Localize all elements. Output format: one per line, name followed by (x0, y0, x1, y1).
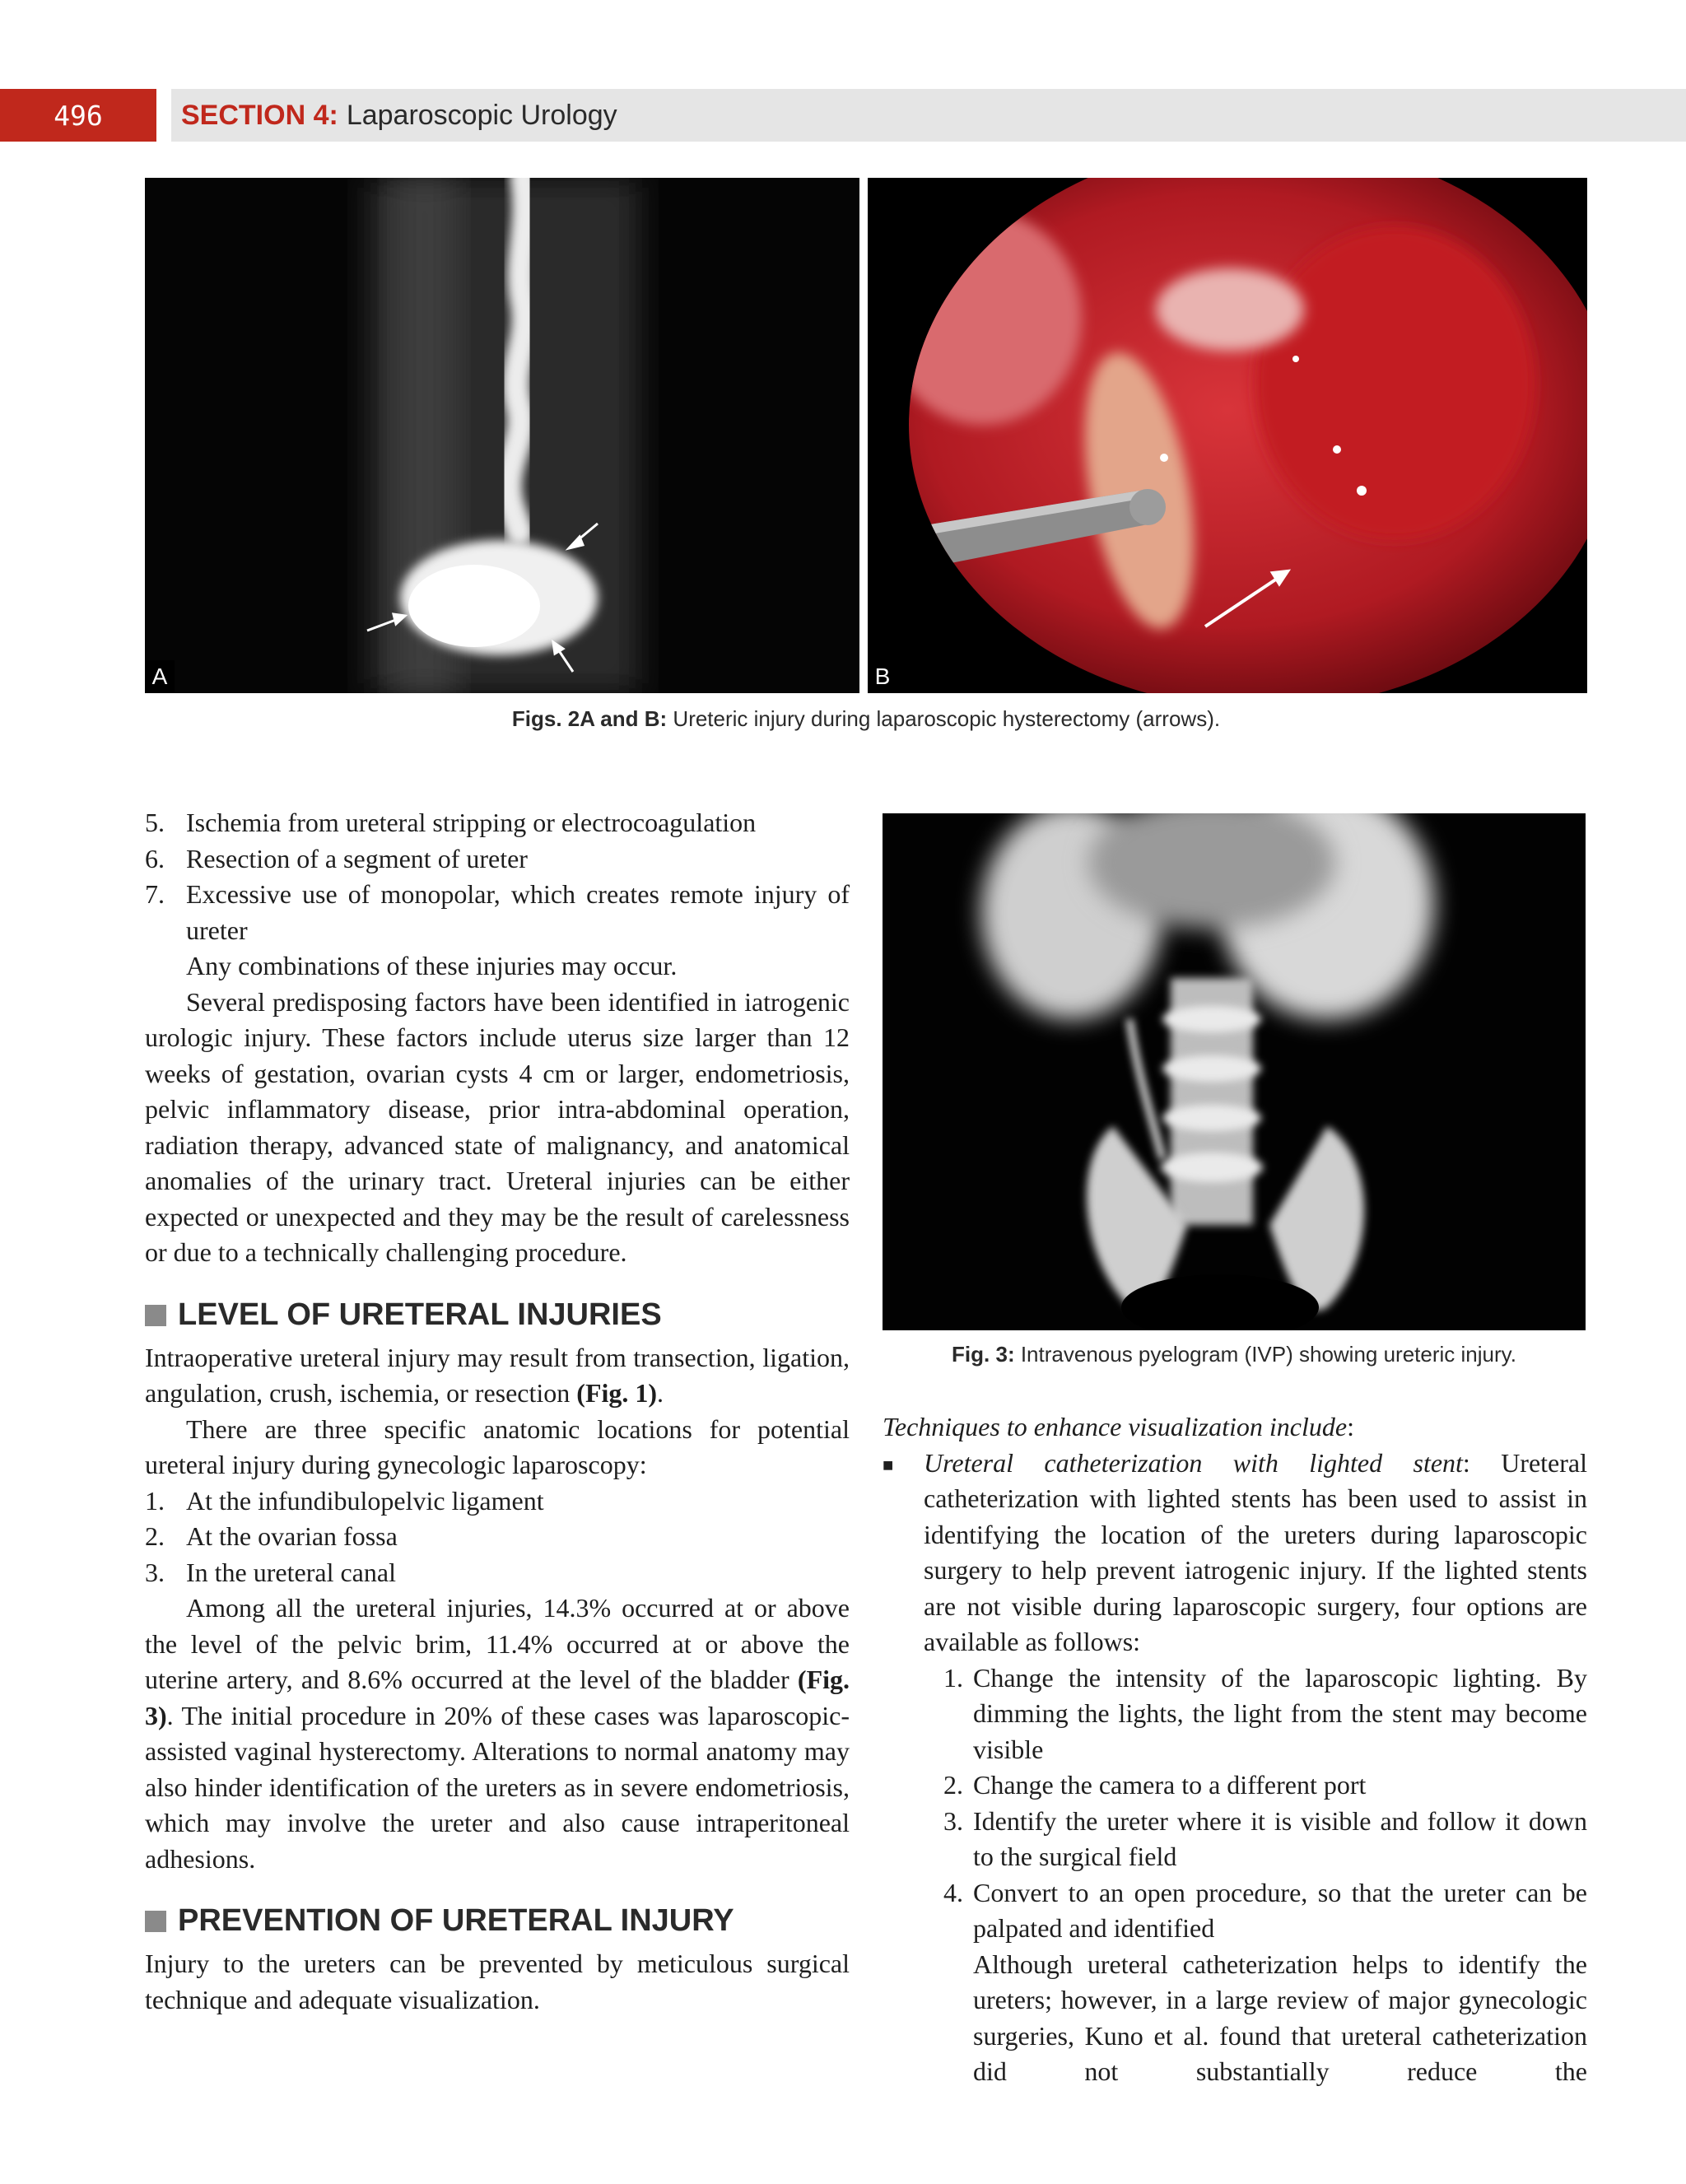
paragraph-text-end: . The initial procedure in 20% of these cases was laparoscopic-assisted vaginal hysterectomy. Alterations to normal anatomy may also hinder identification of the ureters as in severe endometriosis, which may involve the ureter and also cause intraperitoneal adhesions. (145, 1700, 850, 1874)
heading-prevention (145, 1897, 850, 1946)
list-item (145, 841, 850, 878)
paragraph-text: Among all the ureteral injuries, 14.3% occurred at or above the level of the pelvic brim, 11.4% occurred at or above the uterine artery, and 8.6% occurred at the level of the bladder (145, 1593, 850, 1694)
right-column (883, 1409, 1587, 2090)
list-text: Excessive use of monopolar, which creates remote injury of ureter (186, 879, 850, 945)
list-number: 6. (145, 843, 165, 873)
list-number: 1. (145, 1485, 165, 1516)
paragraph-three-locations: There are three specific anatomic locations for potential ureteral injury during gynecologic laparoscopy: (145, 1413, 850, 1479)
paragraph-predisposing: Several predisposing factors have been identified in iatrogenic urologic injury. These factors include uterus size larger than 12 weeks of gestation, ovarian cysts 4 cm or larger, endometriosis, pelvic inflammatory disease, prior intra-abdominal operation, radiation therapy, advanced state of malignancy, and anatomical anomalies of the urinary tract. Ureteral injuries can be either expected or unexpected and they may be the result of carelessness or due to a technically challenging procedure. (145, 986, 850, 1267)
figure-3-caption (883, 1342, 1586, 1367)
list-number: 1. (943, 1662, 963, 1693)
list-text: Convert to an open procedure, so that the ureter can be palpated and identified (973, 1877, 1587, 1943)
figure-reference: (Fig. 1) (576, 1378, 658, 1408)
list-text: Change the camera to a different port (973, 1770, 1367, 1800)
list-text: At the ovarian fossa (186, 1521, 398, 1551)
list-item (145, 1555, 850, 1591)
heading-square-icon (145, 1911, 166, 1932)
heading-text: PREVENTION OF URETERAL INJURY (178, 1903, 734, 1939)
heading-level-of-injuries (145, 1291, 850, 1340)
bullet-title: Ureteral catheterization with lighted stent (924, 1447, 1463, 1478)
figure-3-caption-label: Fig. 3: (952, 1342, 1015, 1367)
techniques-label: Techniques to enhance visualization include (883, 1412, 1348, 1441)
list-text: At the infundibulopelvic ligament (186, 1485, 544, 1516)
figure-3-caption-text: Intravenous pyelogram (IVP) showing ureteric injury. (1014, 1342, 1516, 1367)
paragraph-injury-prevention: Injury to the ureters can be prevented by meticulous surgical technique and adequate visualization. (145, 1949, 850, 2014)
paragraph-intraoperative (145, 1340, 850, 1412)
bullet-item (883, 1446, 1587, 1660)
list-text: Ischemia from ureteral stripping or electrocoagulation (186, 808, 757, 837)
figure-2-caption-text: Ureteric injury during laparoscopic hysterectomy (arrows). (667, 706, 1221, 731)
techniques-intro (883, 1409, 1587, 1446)
figure-3-ivp-xray (883, 813, 1586, 1330)
list-number: 3. (145, 1557, 165, 1587)
paragraph-text-end: . (657, 1378, 664, 1408)
bullet-square-icon: ■ (883, 1454, 894, 1475)
techniques-colon: : (1347, 1412, 1354, 1441)
section-topic: Laparoscopic Urology (346, 99, 617, 131)
panel-label-b: B (868, 660, 897, 693)
list-text: In the ureteral canal (186, 1557, 396, 1587)
list-item (924, 1767, 1587, 1804)
paragraph-combinations: Any combinations of these injuries may occur. (186, 951, 678, 980)
paragraph-text: Intraoperative ureteral injury may result from transection, ligation, angulation, crush, ischemia, or resection (145, 1342, 850, 1408)
list-number: 4. (943, 1877, 963, 1907)
list-item (924, 1804, 1587, 1875)
left-column (145, 805, 850, 2018)
list-number: 3. (943, 1805, 963, 1836)
options-list (924, 1660, 1587, 2090)
list-number: 5. (145, 808, 165, 837)
bullet-body: : Ureteral catheterization with lighted stents has been used to assist in identifying the location of the ureters during laparoscopic surgery to help prevent iatrogenic injury. If the lighted stents are not visible during laparoscopic surgery, four options are available as follows: (924, 1447, 1587, 1656)
figure-2a-xray (145, 178, 859, 693)
bullet-text (924, 1446, 1587, 1660)
figure-2-caption (145, 706, 1587, 732)
list-item (145, 805, 850, 841)
paragraph-although: Although ureteral catheterization helps to identify the ureters; however, in a large review of major gynecologic surgeries, Kuno et al. found that ureteral catheterization did not substantially reduce the (973, 1949, 1587, 2086)
panel-label-a: A (145, 660, 175, 693)
list-text: Change the intensity of the laparoscopic lighting. By dimming the lights, the light from the stent may become visible (973, 1662, 1587, 1764)
heading-text: LEVEL OF URETERAL INJURIES (178, 1297, 662, 1332)
list-number: 2. (943, 1770, 963, 1800)
figure-2b-laparoscopic-view (868, 178, 1587, 693)
page-number: 496 (0, 89, 156, 142)
figure-2-caption-label: Figs. 2A and B: (511, 706, 668, 731)
list-text: Identify the ureter where it is visible and follow it down to the surgical field (973, 1805, 1587, 1871)
heading-square-icon (145, 1305, 166, 1326)
list-item (924, 1875, 1587, 1947)
list-item (145, 1519, 850, 1555)
running-header (171, 89, 1686, 142)
figure-reference: (Fig. 3) (145, 1665, 850, 1730)
list-item (145, 877, 850, 948)
list-text: Resection of a segment of ureter (186, 843, 528, 873)
list-number: 7. (145, 879, 165, 909)
list-item (145, 1483, 850, 1520)
list-item (924, 1660, 1587, 1768)
section-label: SECTION 4: (181, 99, 338, 131)
list-number: 2. (145, 1521, 165, 1551)
paragraph-among-injuries (145, 1590, 850, 1877)
